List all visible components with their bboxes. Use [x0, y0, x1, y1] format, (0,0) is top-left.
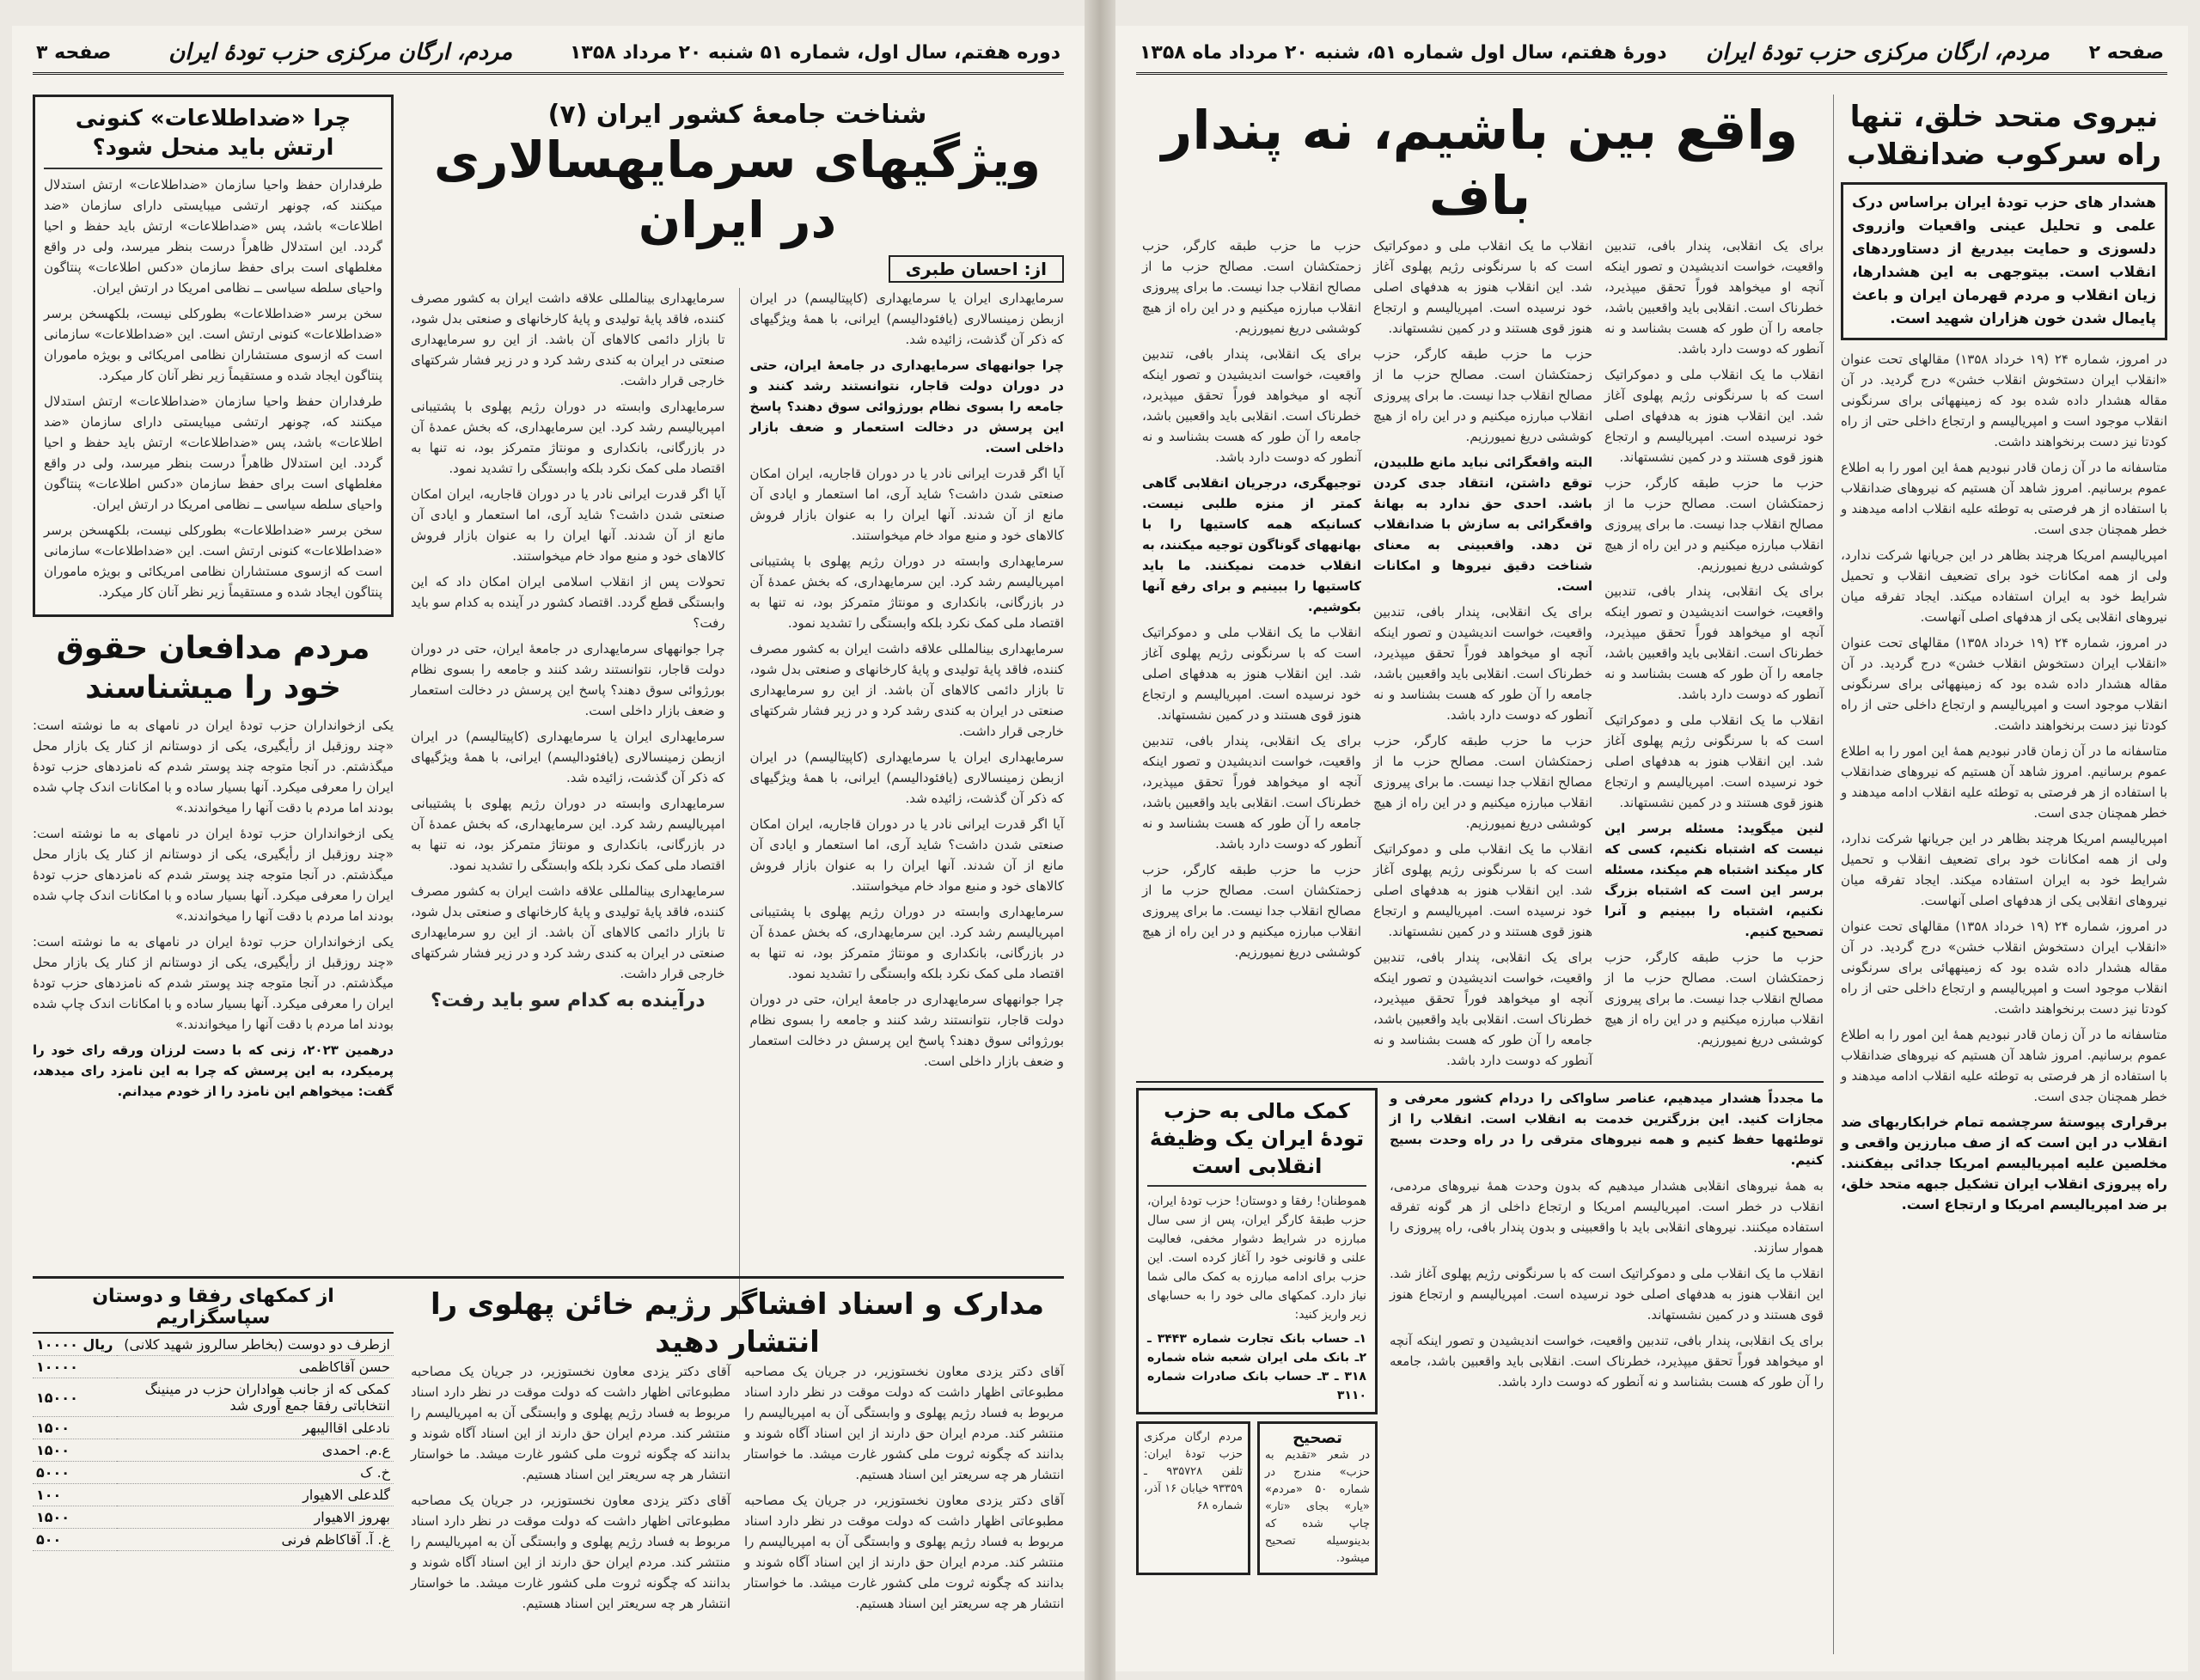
- united-front-warning-text: هشدار های حزب تودهٔ ایران براساس درک علمی و تحلیل عینی واقعیات وازروی دلسوزی و حمایت بیدریغ از دستاوردهای انقلاب است. بیتوجهی به این هشدارها، زیان انقلاب و مردم قهرمان ایران و باعث پایمال شدن خون هزاران شهید است.: [1852, 194, 2156, 327]
- united-front-paragraph: امپریالیسم امریکا هرچند بظاهر در این جریانها شرکت ندارد، ولی از همه امکانات خود برای تضعیف انقلاب و تحمیل شرایط خود به ایران استفاده میکند. ایجاد تفرقه میان نیروهای انقلابی یکی از هدفهای اصلی آنهاست.: [1841, 831, 2167, 908]
- page-gutter: [1085, 0, 1115, 1680]
- boxed-article-paragraph: سخن برسر «ضداطلاعات» بطورکلی نیست، بلکهسخن برسر «ضداطلاعات» کنونی ارتش است. این «ضداطلاعات» سازمانی است که ازسوی مستشاران نظامی امریکائی و بویژه ماموران پنتاگون ایجاد شده و مستقیماً زیر نظر آنان کار میکرد.: [44, 306, 382, 383]
- donor-name: ازطرف دو دوست (بخاطر سالروز شهید کلانی): [117, 1334, 394, 1356]
- defenders-paragraph: یکی ازخوانداران حزب تودهٔ ایران در نامهای به ما نوشته است: «چند روزقبل از رأیگیری، یکی از دوستانم از کنار یک بازار محل میگذشتم. در آنجا متوجه چند پوستر شدم که نامزدهای حزب تودهٔ ایران را معرفی میکرد. آنها بسیار ساده و با امکانات اندک چاپ شده بودند اما مردم با دقت آنها را میخواندند.»: [33, 826, 394, 924]
- article-paragraph: آیا اگر قدرت ایرانی نادر یا در دوران قاجاریه، ایران امکان صنعتی شدن داشت؟ شاید آری، اما استعمار و ایادی آن مانع از آن شدند. آنها ایران را به عنوان بازار فروش کالاهای خود و منبع مواد خام میخواستند.: [411, 486, 725, 564]
- correction-box: [1257, 1421, 1378, 1575]
- boxed-article-paragraph: طرفداران حفظ واحیا سازمان «ضداطلاعات» ارتش استدلال میکنند که، چونهر ارتشی میبایستی دارای سازمان «ضد اطلاعات» باشد، پس «ضداطلاعات» ارتش باید حفظ و احیا گردد. این استدلال ظاهراً درست بنظر میرسد، ولی در واقع مغلطهای است برای حفظ سازمان «دکس اطلاعات» پنتاگون واحیای سلطه سیاسی ــ نظامی امریکا در ارتش ایران.: [44, 177, 382, 296]
- donation-row: [33, 1378, 394, 1417]
- realism-paragraph: برای یک انقلابی، پندار بافی، تندبین واقعیت، خواست اندیشیدن و تصور اینکه آنچه او میخواهد فوراً تحقق میپذیرد، خطرناک است. انقلابی باید واقعبین باشد، جامعه را آن طور که هست بشناسد و نه آنطور که دوست دارد باشد.: [1373, 950, 1592, 1068]
- documents-paragraph: آقای دکتر یزدی معاون نخستوزیر، در جریان یک مصاحبه مطبوعاتی اظهار داشت که دولت موقت در نظر دارد اسناد مربوط به فساد رژیم پهلوی و وابستگی آن به امپریالیسم را منتشر کند. مردم ایران حق دارند از این اسناد آگاه شوند و بدانند که چگونه ثروت ملی کشور غارت میشد. ما خواستار انتشار هر چه سریعتر این اسناد هستیم.: [411, 1493, 730, 1611]
- united-front-paragraph: متاسفانه ما در آن زمان قادر نبودیم همهٔ این امور را به اطلاع عموم برسانیم. امروز شاهد آن هستیم که نیروهای ضدانقلاب با استفاده از هر فرصتی به توطئه علیه انقلاب ادامه میدهند و خطر همچنان جدی است.: [1841, 1027, 2167, 1104]
- donor-name: گلدعلی الاهیوار: [117, 1484, 394, 1506]
- united-front-paragraph: متاسفانه ما در آن زمان قادر نبودیم همهٔ این امور را به اطلاع عموم برسانیم. امروز شاهد آن هستیم که نیروهای ضدانقلاب با استفاده از هر فرصتی به توطئه علیه انقلاب ادامه میدهند و خطر همچنان جدی است.: [1841, 460, 2167, 537]
- donor-name: ع.م. احمدی: [117, 1439, 394, 1462]
- realism-paragraph: حزب ما حزب طبقه کارگر، حزب زحمتکشان است. مصالح حزب ما از مصالح انقلاب جدا نیست. ما برای پیروزی انقلاب مبارزه میکنیم و در این راه از هیچ کوششی دریغ نمیورزیم.: [1373, 733, 1592, 831]
- article-column-1: [739, 288, 1065, 1319]
- documents-paragraph: آقای دکتر یزدی معاون نخستوزیر، در جریان یک مصاحبه مطبوعاتی اظهار داشت که دولت موقت در نظر دارد اسناد مربوط به فساد رژیم پهلوی و وابستگی آن به امپریالیسم را منتشر کند. مردم ایران حق دارند از این اسناد آگاه شوند و بدانند که چگونه ثروت ملی کشور غارت میشد. ما خواستار انتشار هر چه سریعتر این اسناد هستیم.: [744, 1364, 1064, 1482]
- left-folio-issue: دوره هفتم، سال اول، شماره ۵۱ شنبه ۲۰ مرداد ۱۳۵۸: [570, 41, 1060, 64]
- article-byline: از: احسان طبری: [889, 255, 1064, 283]
- right-folio-masthead: مردم، ارگان مرکزی حزب تودهٔ ایران: [1706, 40, 2050, 65]
- right-page: [1115, 26, 2188, 1671]
- realism-paragraph: انقلاب ما یک انقلاب ملی و دموکراتیک است که با سرنگونی رژیم پهلوی آغاز شد. این انقلاب هنوز به هدفهای اصلی خود نرسیده است. امپریالیسم و ارتجاع هنوز قوی هستند و در کمین نشستهاند.: [1604, 367, 1824, 465]
- article-paragraph: آیا اگر قدرت ایرانی نادر یا در دوران قاجاریه، ایران امکان صنعتی شدن داشت؟ شاید آری، اما استعمار و ایادی آن مانع از آن شدند. آنها ایران را به عنوان بازار فروش کالاهای خود و منبع مواد خام میخواستند.: [749, 816, 1064, 894]
- right-folio: [1136, 34, 2167, 75]
- left-folio-page-number: صفحه ۳: [36, 41, 112, 64]
- contact-text: مردم ارگان مرکزی حزب تودهٔ ایران: تلفن ۹۳۵۷۲۸ ـ ۹۳۳۵۹ خیابان ۱۶ آذر، شماره ۶۸: [1144, 1431, 1244, 1512]
- donation-amount: ۱۵۰۰۰: [33, 1378, 117, 1417]
- realism-paragraph: حزب ما حزب طبقه کارگر، حزب زحمتکشان است. مصالح حزب ما از مصالح انقلاب جدا نیست. ما برای پیروزی انقلاب مبارزه میکنیم و در این راه از هیچ کوششی دریغ نمیورزیم.: [1604, 950, 1824, 1048]
- documents-column-2: [411, 1361, 730, 1619]
- donation-row: [33, 1356, 394, 1378]
- donor-name: غ. آ. آقاکاظم فرنی: [117, 1529, 394, 1551]
- article-paragraph: سرمایهداری وابسته در دوران رژیم پهلوی با پشتیبانی امپریالیسم رشد کرد. این سرمایهداری، که بخش عمدهٔ آن در بازرگانی، بانکداری و مونتاژ متمرکز بود، نه تنها به اقتصاد ملی کمک نکرد بلکه وابستگی را تشدید نمود.: [749, 904, 1064, 981]
- article-paragraph: سرمایهداری بینالمللی علاقه داشت ایران به کشور مصرف کننده، فاقد پایهٔ تولیدی و پایهٔ کارخانهای و صنعتی بدل شود، تا بازار دائمی کالاهای آن باشد. از این رو سرمایهداری صنعتی در ایران به کندی رشد کرد و در زیر فشار شرکتهای خارجی قرار داشت.: [749, 641, 1064, 739]
- left-side-column: [33, 95, 394, 1268]
- documents-paragraph: آقای دکتر یزدی معاون نخستوزیر، در جریان یک مصاحبه مطبوعاتی اظهار داشت که دولت موقت در نظر دارد اسناد مربوط به فساد رژیم پهلوی و وابستگی آن به امپریالیسم را منتشر کند. مردم ایران حق دارند از این اسناد آگاه شوند و بدانند که چگونه ثروت ملی کشور غارت میشد. ما خواستار انتشار هر چه سریعتر این اسناد هستیم.: [411, 1364, 730, 1482]
- article-paragraph: چرا جوانههای سرمایهداری در جامعهٔ ایران، حتی در دوران دولت قاجار، نتوانستند رشد کنند و جامعه را بسوی نظام بورژوائی سوق دهند؟ پاسخ این پرسش در دخالت استعمار و ضعف بازار داخلی است.: [749, 992, 1064, 1069]
- donation-row: [33, 1334, 394, 1356]
- financial-aid-frame: [1136, 1088, 1378, 1414]
- donation-amount: ۱۰۰: [33, 1484, 117, 1506]
- realism-quote: لنین میگوید: مسئله برسر این نیست که اشتباه نکنیم، کسی که کار میکند اشتباه هم میکند، مسئله برسر این است که اشتباه بزرگ نکنیم، اشتباه را ببینیم و آنرا تصحیح کنیم.: [1604, 821, 1824, 939]
- documents-article: [411, 1286, 1064, 1619]
- article-paragraph: سرمایهداری ایران یا سرمایهداری (کاپیتالیسم) در ایران ازبطن زمینسالاری (یافئودالیسم) ایرانی، با همهٔ ویژگیهای که ذکر آن گذشت، زائیده شد.: [411, 729, 725, 785]
- article-paragraph: سرمایهداری بینالمللی علاقه داشت ایران به کشور مصرف کننده، فاقد پایهٔ تولیدی و پایهٔ کارخانهای و صنعتی بدل شود، تا بازار دائمی کالاهای آن باشد. از این رو سرمایهداری صنعتی در ایران به کندی رشد کرد و در زیر فشار شرکتهای خارجی قرار داشت.: [411, 290, 725, 388]
- article-paragraph: چرا جوانههای سرمایهداری در جامعهٔ ایران، حتی در دوران دولت قاجار، نتوانستند رشد کنند و جامعه را بسوی نظام بورژوائی سوق دهند؟ پاسخ این پرسش در دخالت استعمار و ضعف بازار داخلی است.: [411, 641, 725, 718]
- boxed-article-body: [44, 174, 382, 602]
- financial-aid-accounts: ۱ـ حساب بانک تجارت شماره ۳۴۴۳ ـ ۲ـ بانک ملی ایران شعبه شاه شماره ۳۱۸ ـ ۳ـ حساب بانک صادرات شماره ۳۱۱۰: [1147, 1332, 1366, 1402]
- boxed-article-title: چرا «ضداطلاعات» کنونی ارتش باید منحل شود؟: [75, 106, 351, 161]
- realism-paragraph: حزب ما حزب طبقه کارگر، حزب زحمتکشان است. مصالح حزب ما از مصالح انقلاب جدا نیست. ما برای پیروزی انقلاب مبارزه میکنیم و در این راه از هیچ کوششی دریغ نمیورزیم.: [1142, 862, 1361, 960]
- realism-paragraph: برای یک انقلابی، پندار بافی، تندبین واقعیت، خواست اندیشیدن و تصور اینکه آنچه او میخواهد فوراً تحقق میپذیرد، خطرناک است. انقلابی باید واقعبین باشد، جامعه را آن طور که هست بشناسد و نه آنطور که دوست دارد باشد.: [1390, 1333, 1824, 1390]
- united-front-paragraph: در امروز، شماره ۲۴ (۱۹ خرداد ۱۳۵۸) مقالهای تحت عنوان «انقلاب ایران دستخوش انقلاب خشن» درج گردید. در آن مقاله هشدار داده شده بود که زمینههائی برای سرنگونی انقلاب موجود است و امپریالیسم و ارتجاع داخلی حتی از راه کودتا نیز دست برنخواهند داشت.: [1841, 351, 2167, 449]
- correction-text: در شعر «تقدیم به حزب» مندرج در شماره ۵۰ «مردم» «یار» بجای «تار» چاپ شده که بدینوسیله تصحیح میشود.: [1265, 1449, 1371, 1565]
- article-closing-heading: درآینده به کدام سو باید رفت؟: [430, 990, 706, 1011]
- article-paragraph: تحولات پس از انقلاب اسلامی ایران امکان داد که این وابستگی قطع گردد. اقتصاد کشور در آینده به کدام سو باید رفت؟: [411, 574, 725, 631]
- article-paragraph: سرمایهداری بینالمللی علاقه داشت ایران به کشور مصرف کننده، فاقد پایهٔ تولیدی و پایهٔ کارخانهای و صنعتی بدل شود، تا بازار دائمی کالاهای آن باشد. از این رو سرمایهداری صنعتی در ایران به کندی رشد کرد و در زیر فشار شرکتهای خارجی قرار داشت.: [411, 883, 725, 981]
- united-front-article: [1841, 95, 2167, 1663]
- financial-aid-text: هموطنان! رفقا و دوستان! حزب تودهٔ ایران، حزب طبقهٔ کارگر ایران، پس از سی سال مبارزه در شرایط دشوار مخفی، فعالیت علنی و قانونی خود را آغاز کرده است. این حزب برای ادامه مبارزه به کمک مالی شما نیاز دارد. کمکهای مالی خود را به حسابهای زیر واریز کنید:: [1147, 1194, 1366, 1322]
- donor-name: کمکی که از جانب هواداران حزب در مینینگ انتخاباتی رفقا جمع آوری شد: [117, 1378, 394, 1417]
- realism-lower-text: [1390, 1088, 1824, 1575]
- united-front-paragraph: در امروز، شماره ۲۴ (۱۹ خرداد ۱۳۵۸) مقالهای تحت عنوان «انقلاب ایران دستخوش انقلاب خشن» درج گردید. در آن مقاله هشدار داده شده بود که زمینههائی برای سرنگونی انقلاب موجود است و امپریالیسم و ارتجاع داخلی حتی از راه کودتا نیز دست برنخواهند داشت.: [1841, 635, 2167, 733]
- donation-row: [33, 1529, 394, 1551]
- defenders-title: مردم مدافعان حقوق خود را میشناسند: [56, 631, 370, 706]
- realism-title: واقع بین باشیم، نه پندار باف: [1161, 99, 1799, 227]
- realism-paragraph: برای یک انقلابی، پندار بافی، تندبین واقعیت، خواست اندیشیدن و تصور اینکه آنچه او میخواهد فوراً تحقق میپذیرد، خطرناک است. انقلابی باید واقعبین باشد، جامعه را آن طور که هست بشناسد و نه آنطور که دوست دارد باشد.: [1142, 733, 1361, 852]
- defenders-paragraph: یکی ازخوانداران حزب تودهٔ ایران در نامهای به ما نوشته است: «چند روزقبل از رأیگیری، یکی از دوستانم از کنار یک بازار محل میگذشتم. در آنجا متوجه چند پوستر شدم که نامزدهای حزب تودهٔ ایران را معرفی میکرد. آنها بسیار ساده و با امکانات اندک چاپ شده بودند اما مردم با دقت آنها را میخواندند.»: [33, 718, 394, 816]
- left-page: [12, 26, 1085, 1671]
- defenders-closing: درهمین ۲۰۲۳، زنی که با دست لرزان ورقه رای خود را پرمیکرد، به این پرسش که چرا به این نامزد رای میدهد، گفت: میخواهم این نامزد را از خودم میدانم.: [33, 1042, 394, 1099]
- realism-paragraph: برای یک انقلابی، پندار بافی، تندبین واقعیت، خواست اندیشیدن و تصور اینکه آنچه او میخواهد فوراً تحقق میپذیرد، خطرناک است. انقلابی باید واقعبین باشد، جامعه را آن طور که هست بشناسد و نه آنطور که دوست دارد باشد.: [1373, 604, 1592, 723]
- donation-amount: ۱۵۰۰: [33, 1506, 117, 1529]
- donor-name: حسن آقاکاظمی: [117, 1356, 394, 1378]
- article-column-2: [411, 288, 725, 1319]
- documents-title: مدارک و اسناد افشاگر رژیم خائن پهلوی را انتشار دهید: [430, 1287, 1045, 1359]
- article-paragraph: چرا جوانههای سرمایهداری در جامعهٔ ایران، حتی در دوران دولت قاجار، نتوانستند رشد کنند و جامعه را بسوی نظام بورژوائی سوق دهند؟ پاسخ این پرسش در دخالت استعمار و ضعف بازار داخلی است.: [749, 357, 1064, 455]
- donor-name: خ. ک: [117, 1462, 394, 1484]
- donation-row: [33, 1417, 394, 1439]
- financial-aid-box: [1136, 1088, 1378, 1575]
- column-rule: [1833, 95, 1834, 1654]
- left-folio: [33, 34, 1064, 75]
- donations-title: از کمکهای رفقا و دوستان سپاسگزاریم: [33, 1286, 394, 1334]
- united-front-body: [1841, 349, 2167, 1215]
- realism-paragraph: برای یک انقلابی، پندار بافی، تندبین واقعیت، خواست اندیشیدن و تصور اینکه آنچه او میخواهد فوراً تحقق میپذیرد، خطرناک است. انقلابی باید واقعبین باشد، جامعه را آن طور که هست بشناسد و نه آنطور که دوست دارد باشد.: [1604, 583, 1824, 702]
- main-article-title: ویژگیهای سرمایهسالاری در ایران: [433, 131, 1042, 249]
- donation-amount: ۱۵۰۰: [33, 1417, 117, 1439]
- series-label: شناخت جامعهٔ کشور ایران (۷): [547, 100, 927, 130]
- realism-paragraph: ما مجدداً هشدار میدهیم، عناصر ساواکی را دردام کشور معرفی و مجازات کنید. این بزرگترین خدمت به انقلاب است. انقلاب را از توطئهها حفظ کنیم و همه نیروهای مترقی را در راه وحدت بسیج کنیم.: [1390, 1090, 1824, 1168]
- united-front-paragraph: متاسفانه ما در آن زمان قادر نبودیم همهٔ این امور را به اطلاع عموم برسانیم. امروز شاهد آن هستیم که نیروهای ضدانقلاب با استفاده از هر فرصتی به توطئه علیه انقلاب ادامه میدهند و خطر همچنان جدی است.: [1841, 743, 2167, 821]
- united-front-paragraph: امپریالیسم امریکا هرچند بظاهر در این جریانها شرکت ندارد، ولی از همه امکانات خود برای تضعیف انقلاب و تحمیل شرایط خود به ایران استفاده میکند. ایجاد تفرقه میان نیروهای انقلابی یکی از هدفهای اصلی آنهاست.: [1841, 547, 2167, 625]
- article-paragraph: آیا اگر قدرت ایرانی نادر یا در دوران قاجاریه، ایران امکان صنعتی شدن داشت؟ شاید آری، اما استعمار و ایادی آن مانع از آن شدند. آنها ایران را به عنوان بازار فروش کالاهای خود و منبع مواد خام میخواستند.: [749, 466, 1064, 543]
- realism-paragraph: حزب ما حزب طبقه کارگر، حزب زحمتکشان است. مصالح حزب ما از مصالح انقلاب جدا نیست. ما برای پیروزی انقلاب مبارزه میکنیم و در این راه از هیچ کوششی دریغ نمیورزیم.: [1604, 475, 1824, 573]
- realism-paragraph: برای یک انقلابی، پندار بافی، تندبین واقعیت، خواست اندیشیدن و تصور اینکه آنچه او میخواهد فوراً تحقق میپذیرد، خطرناک است. انقلابی باید واقعبین باشد، جامعه را آن طور که هست بشناسد و نه آنطور که دوست دارد باشد.: [1142, 346, 1361, 465]
- united-front-warning-box: [1841, 182, 2167, 340]
- donation-amount: ۱۰۰۰۰: [33, 1356, 117, 1378]
- boxed-article-paragraph: سخن برسر «ضداطلاعات» بطورکلی نیست، بلکهسخن برسر «ضداطلاعات» کنونی ارتش است. این «ضداطلاعات» سازمانی است که ازسوی مستشاران نظامی امریکائی و بویژه ماموران پنتاگون ایجاد شده و مستقیماً زیر نظر آنان کار میکرد.: [44, 522, 382, 600]
- realism-column-3: [1142, 235, 1361, 1076]
- realism-paragraph: انقلاب ما یک انقلاب ملی و دموکراتیک است که با سرنگونی رژیم پهلوی آغاز شد. این انقلاب هنوز به هدفهای اصلی خود نرسیده است. امپریالیسم و ارتجاع هنوز قوی هستند و در کمین نشستهاند.: [1604, 712, 1824, 810]
- donation-row: [33, 1439, 394, 1462]
- realism-column-1: [1604, 235, 1824, 1076]
- article-paragraph: سرمایهداری ایران یا سرمایهداری (کاپیتالیسم) در ایران ازبطن زمینسالاری (یافئودالیسم) ایرانی، با همهٔ ویژگیهای که ذکر آن گذشت، زائیده شد.: [749, 290, 1064, 347]
- realism-paragraph: انقلاب ما یک انقلاب ملی و دموکراتیک است که با سرنگونی رژیم پهلوی آغاز شد. این انقلاب هنوز به هدفهای اصلی خود نرسیده است. امپریالیسم و ارتجاع هنوز قوی هستند و در کمین نشستهاند.: [1373, 841, 1592, 939]
- right-folio-issue: دورهٔ هفتم، سال اول شماره ۵۱، شنبه ۲۰ مرداد ماه ۱۳۵۸: [1140, 41, 1667, 64]
- donation-amount: ۱۵۰۰: [33, 1439, 117, 1462]
- left-folio-masthead: مردم، ارگان مرکزی حزب تودهٔ ایران: [168, 40, 513, 65]
- realism-article: [1136, 95, 1824, 1663]
- realism-paragraph: انقلاب ما یک انقلاب ملی و دموکراتیک است که با سرنگونی رژیم پهلوی آغاز شد. این انقلاب هنوز به هدفهای اصلی خود نرسیده است. امپریالیسم و ارتجاع هنوز قوی هستند و در کمین نشستهاند.: [1142, 625, 1361, 723]
- contact-box: [1136, 1421, 1250, 1575]
- realism-paragraph: حزب ما حزب طبقه کارگر، حزب زحمتکشان است. مصالح حزب ما از مصالح انقلاب جدا نیست. ما برای پیروزی انقلاب مبارزه میکنیم و در این راه از هیچ کوششی دریغ نمیورزیم.: [1373, 346, 1592, 444]
- realism-paragraph: توجیهگری، درجریان انقلابی گاهی کمتر از منزه طلبی نیست. کسانیکه همه کاستیها را با بهانههای گوناگون توجیه میکنند، به انقلاب خدمت نمیکنند. ما باید کاستیها را ببینیم و برای رفع آنها بکوشیم.: [1142, 475, 1361, 614]
- realism-paragraph: انقلاب ما یک انقلاب ملی و دموکراتیک است که با سرنگونی رژیم پهلوی آغاز شد. این انقلاب هنوز به هدفهای اصلی خود نرسیده است. امپریالیسم و ارتجاع هنوز قوی هستند و در کمین نشستهاند.: [1373, 238, 1592, 336]
- realism-paragraph: حزب ما حزب طبقه کارگر، حزب زحمتکشان است. مصالح حزب ما از مصالح انقلاب جدا نیست. ما برای پیروزی انقلاب مبارزه میکنیم و در این راه از هیچ کوششی دریغ نمیورزیم.: [1142, 238, 1361, 336]
- realism-paragraph: برای یک انقلابی، پندار بافی، تندبین واقعیت، خواست اندیشیدن و تصور اینکه آنچه او میخواهد فوراً تحقق میپذیرد، خطرناک است. انقلابی باید واقعبین باشد، جامعه را آن طور که هست بشناسد و نه آنطور که دوست دارد باشد.: [1604, 238, 1824, 357]
- realism-paragraph: البته واقعگرائی نباید مانع طلبیدن، توقع داشتن، انتقاد جدی کردن باشد. احدی حق ندارد به بهانهٔ واقعگرائی به سازش با ضدانقلاب تن دهد. واقعبینی به معنای شناخت دقیق نیروها و امکانات است.: [1373, 455, 1592, 594]
- documents-column-1: [744, 1361, 1064, 1619]
- united-front-conclusion: برقراری پیوستهٔ سرچشمه تمام خرابکاریهای ضد انقلاب در این است که از صف مبارزین واقعی و مخلصین علیه امپریالیسم امریکا جدائی بیفکنند. راه پیروزی انقلاب ایران تشکیل جبهه متحد خلق، بر ضد امپریالیسم امریکا و ارتجاع است.: [1841, 1114, 2167, 1213]
- realism-paragraph: به همهٔ نیروهای انقلابی هشدار میدهیم که بدون وحدت همهٔ نیروهای مردمی، انقلاب در خطر است. امپریالیسم امریکا و ارتجاع داخلی از هر گونه تفرقه استفاده میکنند. نیروهای انقلابی باید با واقعبینی و بدون پندار بافی، راه پیروزی را هموار سازند.: [1390, 1178, 1824, 1255]
- donor-name: بهروز الاهیوار: [117, 1506, 394, 1529]
- defenders-body: [33, 715, 394, 1102]
- donations-box: [33, 1286, 394, 1551]
- defenders-paragraph: یکی ازخوانداران حزب تودهٔ ایران در نامهای به ما نوشته است: «چند روزقبل از رأیگیری، یکی از دوستانم از کنار یک بازار محل میگذشتم. در آنجا متوجه چند پوستر شدم که نامزدهای حزب تودهٔ ایران را معرفی میکرد. آنها بسیار ساده و با امکانات اندک چاپ شده بودند اما مردم با دقت آنها را میخواندند.»: [33, 934, 394, 1032]
- article-paragraph: سرمایهداری وابسته در دوران رژیم پهلوی با پشتیبانی امپریالیسم رشد کرد. این سرمایهداری، که بخش عمدهٔ آن در بازرگانی، بانکداری و مونتاژ متمرکز بود، نه تنها به اقتصاد ملی کمک نکرد بلکه وابستگی را تشدید نمود.: [749, 553, 1064, 631]
- united-front-paragraph: در امروز، شماره ۲۴ (۱۹ خرداد ۱۳۵۸) مقالهای تحت عنوان «انقلاب ایران دستخوش انقلاب خشن» درج گردید. در آن مقاله هشدار داده شده بود که زمینههائی برای سرنگونی انقلاب موجود است و امپریالیسم و ارتجاع داخلی حتی از راه کودتا نیز دست برنخواهند داشت.: [1841, 919, 2167, 1017]
- donation-row: [33, 1506, 394, 1529]
- left-bottom-strip: [33, 1276, 1064, 1654]
- realism-column-2: [1373, 235, 1592, 1076]
- donation-row: [33, 1484, 394, 1506]
- article-paragraph: سرمایهداری وابسته در دوران رژیم پهلوی با پشتیبانی امپریالیسم رشد کرد. این سرمایهداری، که بخش عمدهٔ آن در بازرگانی، بانکداری و مونتاژ متمرکز بود، نه تنها به اقتصاد ملی کمک نکرد بلکه وابستگی را تشدید نمود.: [411, 796, 725, 873]
- article-paragraph: سرمایهداری وابسته در دوران رژیم پهلوی با پشتیبانی امپریالیسم رشد کرد. این سرمایهداری، که بخش عمدهٔ آن در بازرگانی، بانکداری و مونتاژ متمرکز بود، نه تنها به اقتصاد ملی کمک نکرد بلکه وابستگی را تشدید نمود.: [411, 399, 725, 476]
- donations-table: [33, 1334, 394, 1551]
- realism-paragraph: انقلاب ما یک انقلاب ملی و دموکراتیک است که با سرنگونی رژیم پهلوی آغاز شد. این انقلاب هنوز به هدفهای اصلی خود نرسیده است. امپریالیسم و ارتجاع هنوز قوی هستند و در کمین نشستهاند.: [1390, 1266, 1824, 1323]
- donation-row: [33, 1462, 394, 1484]
- boxed-article-paragraph: طرفداران حفظ واحیا سازمان «ضداطلاعات» ارتش استدلال میکنند که، چونهر ارتشی میبایستی دارای سازمان «ضد اطلاعات» باشد، پس «ضداطلاعات» ارتش باید حفظ و احیا گردد. این استدلال ظاهراً درست بنظر میرسد، ولی در واقع مغلطهای است برای حفظ سازمان «دکس اطلاعات» پنتاگون واحیای سلطه سیاسی ــ نظامی امریکا در ارتش ایران.: [44, 394, 382, 512]
- financial-aid-title: کمک مالی به حزب تودهٔ ایران یک وظیفهٔ انقلابی است: [1149, 1099, 1365, 1178]
- united-front-title: نیروی متحد خلق، تنها راه سرکوب ضدانقلاب: [1846, 100, 2162, 172]
- article-paragraph: سرمایهداری ایران یا سرمایهداری (کاپیتالیسم) در ایران ازبطن زمینسالاری (یافئودالیسم) ایرانی، با همهٔ ویژگیهای که ذکر آن گذشت، زائیده شد.: [749, 749, 1064, 806]
- donation-amount: ۱۰۰۰۰ ریال: [33, 1334, 117, 1356]
- boxed-article-counterintelligence: [33, 95, 394, 617]
- documents-paragraph: آقای دکتر یزدی معاون نخستوزیر، در جریان یک مصاحبه مطبوعاتی اظهار داشت که دولت موقت در نظر دارد اسناد مربوط به فساد رژیم پهلوی و وابستگی آن به امپریالیسم را منتشر کند. مردم ایران حق دارند از این اسناد آگاه شوند و بدانند که چگونه ثروت ملی کشور غارت میشد. ما خواستار انتشار هر چه سریعتر این اسناد هستیم.: [744, 1493, 1064, 1611]
- donor-name: نادعلی اقاالیبهر: [117, 1417, 394, 1439]
- left-main-article: [411, 95, 1064, 1268]
- correction-title: تصحیح: [1292, 1429, 1342, 1447]
- right-folio-page-number: صفحه ۲: [2088, 41, 2164, 64]
- donation-amount: ۵۰۰۰: [33, 1462, 117, 1484]
- donation-amount: ۵۰۰: [33, 1529, 117, 1551]
